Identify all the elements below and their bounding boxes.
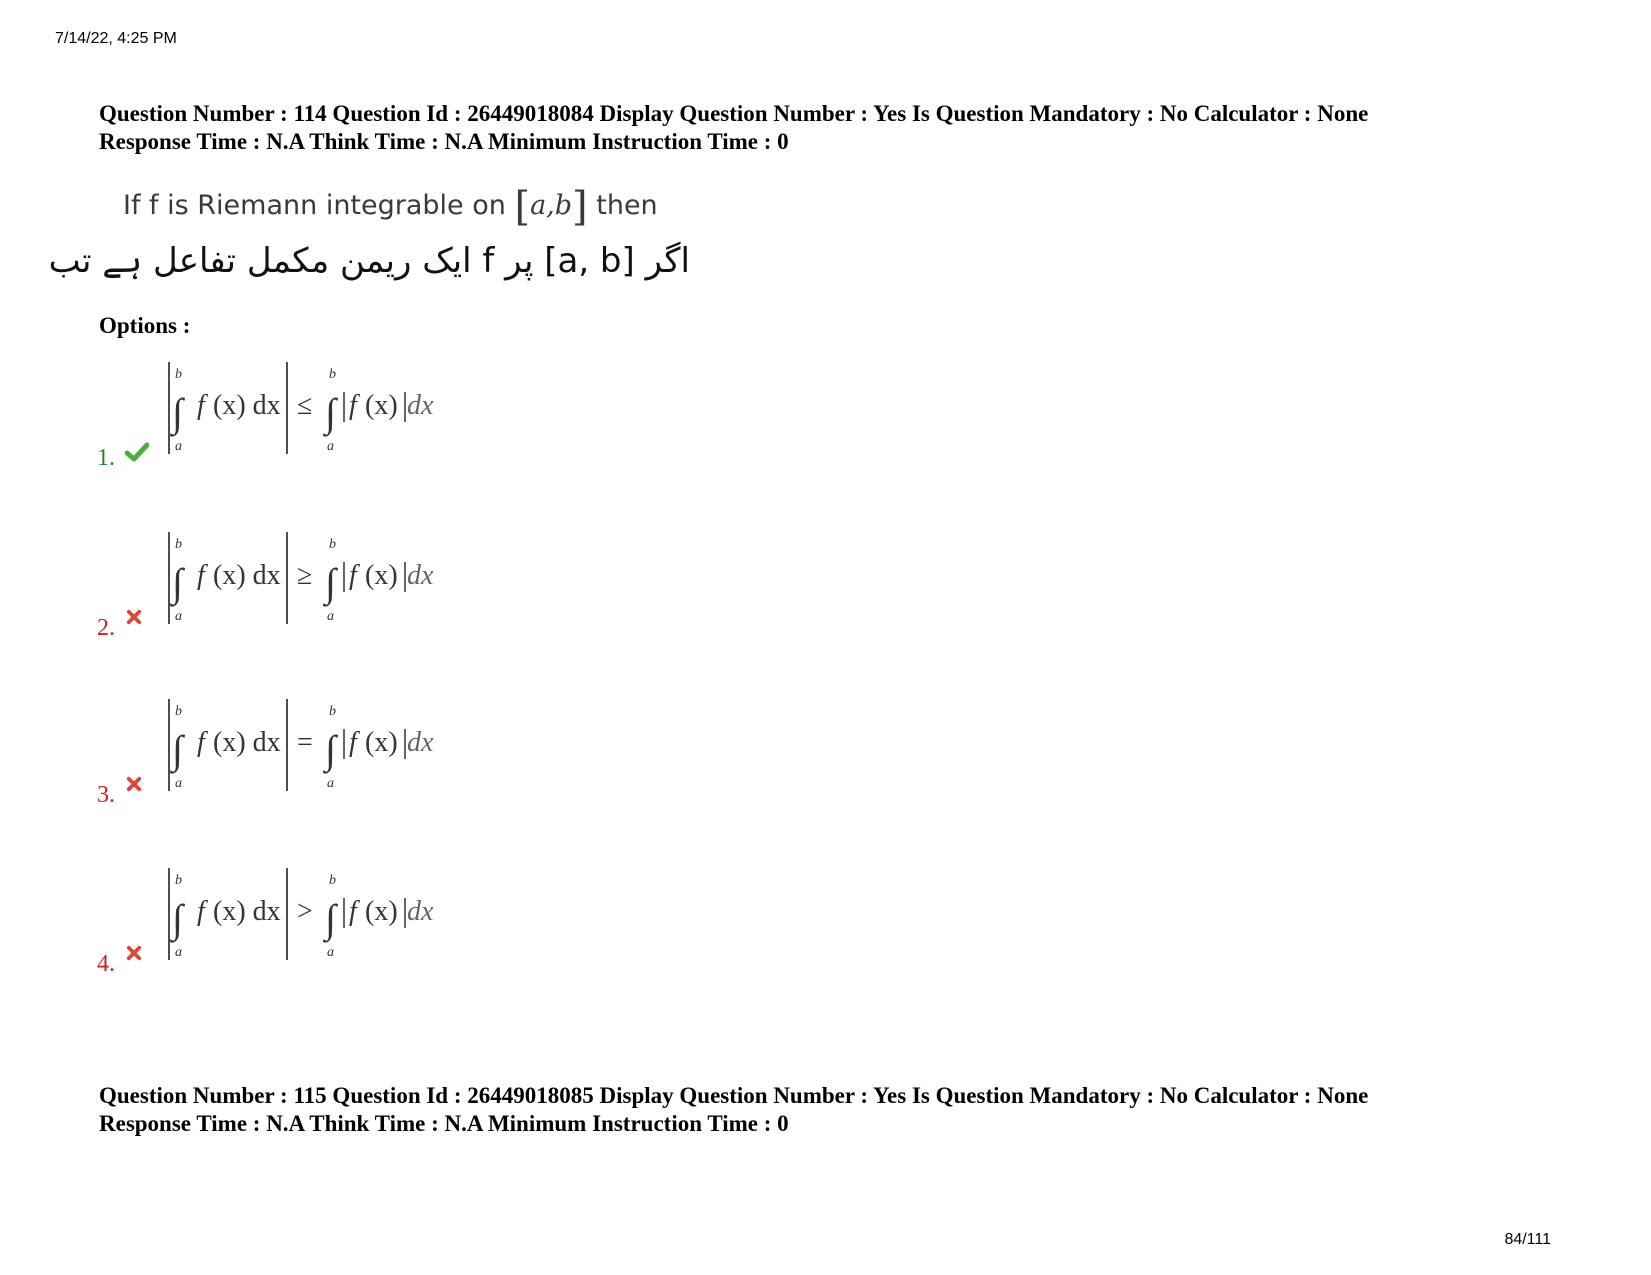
bracket-open: [: [514, 184, 531, 230]
question-115-meta-line1: Question Number : 115 Question Id : 26449018085 Display Question Number : Yes Is Question Mandatory : No Calculator : None: [99, 1083, 1369, 1108]
check-icon: [125, 440, 149, 464]
upper-limit: b: [175, 873, 182, 888]
lower-limit: a: [327, 776, 334, 791]
cross-icon: [125, 944, 143, 962]
upper-limit: b: [329, 367, 336, 382]
option-number: 4.: [97, 951, 115, 977]
integrand-arg: (x): [365, 896, 398, 927]
option-1: [97, 362, 597, 472]
question-114-text-image: [48, 178, 690, 298]
question-text-after: then: [587, 190, 658, 221]
option-formula: [167, 532, 567, 632]
relation-symbol: ≤: [297, 390, 313, 421]
upper-limit: b: [329, 873, 336, 888]
upper-limit: b: [175, 367, 182, 382]
options-label: Options :: [99, 313, 191, 338]
question-114-meta-line2: Response Time : N.A Think Time : N.A Minimum Instruction Time : 0: [99, 129, 789, 154]
integral-sign: ∫: [172, 560, 183, 605]
differential: dx: [407, 727, 434, 758]
relation-symbol: ≥: [297, 560, 313, 591]
integral-sign: ∫: [325, 560, 336, 605]
upper-limit: b: [329, 537, 336, 552]
question-text-before: If f is Riemann integrable on: [123, 190, 515, 221]
integrand-f: f: [197, 727, 205, 758]
integral-sign: ∫: [172, 727, 183, 772]
option-number: 2.: [97, 615, 115, 641]
lower-limit: a: [327, 439, 334, 454]
option-2: [97, 532, 597, 642]
question-114-meta: [99, 100, 1368, 156]
lower-limit: a: [175, 609, 182, 624]
question-115-meta-line2: Response Time : N.A Think Time : N.A Minimum Instruction Time : 0: [99, 1111, 789, 1136]
option-formula: [167, 699, 567, 799]
integral-sign: ∫: [325, 896, 336, 941]
option-number: 3.: [97, 782, 115, 808]
question-text-english: [123, 184, 658, 230]
integrand-arg: (x): [365, 727, 398, 758]
integral-sign: ∫: [325, 390, 336, 435]
differential: dx: [407, 390, 434, 421]
integrand-f: f: [349, 390, 357, 421]
cross-icon: [125, 608, 143, 626]
integrand-arg: (x) dx: [213, 896, 281, 927]
lower-limit: a: [327, 609, 334, 624]
upper-limit: b: [175, 704, 182, 719]
relation-symbol: >: [297, 896, 313, 927]
upper-limit: b: [329, 704, 336, 719]
option-3: [97, 699, 597, 809]
option-formula: [167, 362, 567, 462]
question-115-meta: [99, 1082, 1368, 1138]
bracket-close: ]: [572, 184, 588, 230]
differential: dx: [407, 896, 434, 927]
differential: dx: [407, 560, 434, 591]
integral-sign: ∫: [172, 390, 183, 435]
integral-sign: ∫: [172, 896, 183, 941]
lower-limit: a: [175, 439, 182, 454]
integrand-arg: (x) dx: [213, 727, 281, 758]
option-number: 1.: [97, 445, 115, 471]
integral-sign: ∫: [325, 727, 336, 772]
question-interval: a,b: [530, 190, 573, 221]
relation-symbol: =: [297, 727, 313, 758]
integrand-f: f: [197, 390, 205, 421]
integrand-f: f: [197, 896, 205, 927]
integrand-arg: (x) dx: [213, 560, 281, 591]
lower-limit: a: [175, 776, 182, 791]
integrand-arg: (x) dx: [213, 390, 281, 421]
integrand-arg: (x): [365, 560, 398, 591]
option-4: [97, 868, 597, 978]
page-number: 84/111: [1504, 1231, 1551, 1248]
upper-limit: b: [175, 537, 182, 552]
integrand-f: f: [197, 560, 205, 591]
integrand-f: f: [349, 896, 357, 927]
print-timestamp: 7/14/22, 4:25 PM: [55, 30, 177, 47]
question-text-urdu: اگر [a, b] پر f ایک ریمن مکمل تفاعل ہے تب: [48, 241, 690, 281]
question-114-meta-line1: Question Number : 114 Question Id : 26449018084 Display Question Number : Yes Is Question Mandatory : No Calculator : None: [99, 101, 1369, 126]
integrand-arg: (x): [365, 390, 398, 421]
lower-limit: a: [175, 945, 182, 960]
option-formula: [167, 868, 567, 968]
cross-icon: [125, 775, 143, 793]
integrand-f: f: [349, 727, 357, 758]
integrand-f: f: [349, 560, 357, 591]
lower-limit: a: [327, 945, 334, 960]
